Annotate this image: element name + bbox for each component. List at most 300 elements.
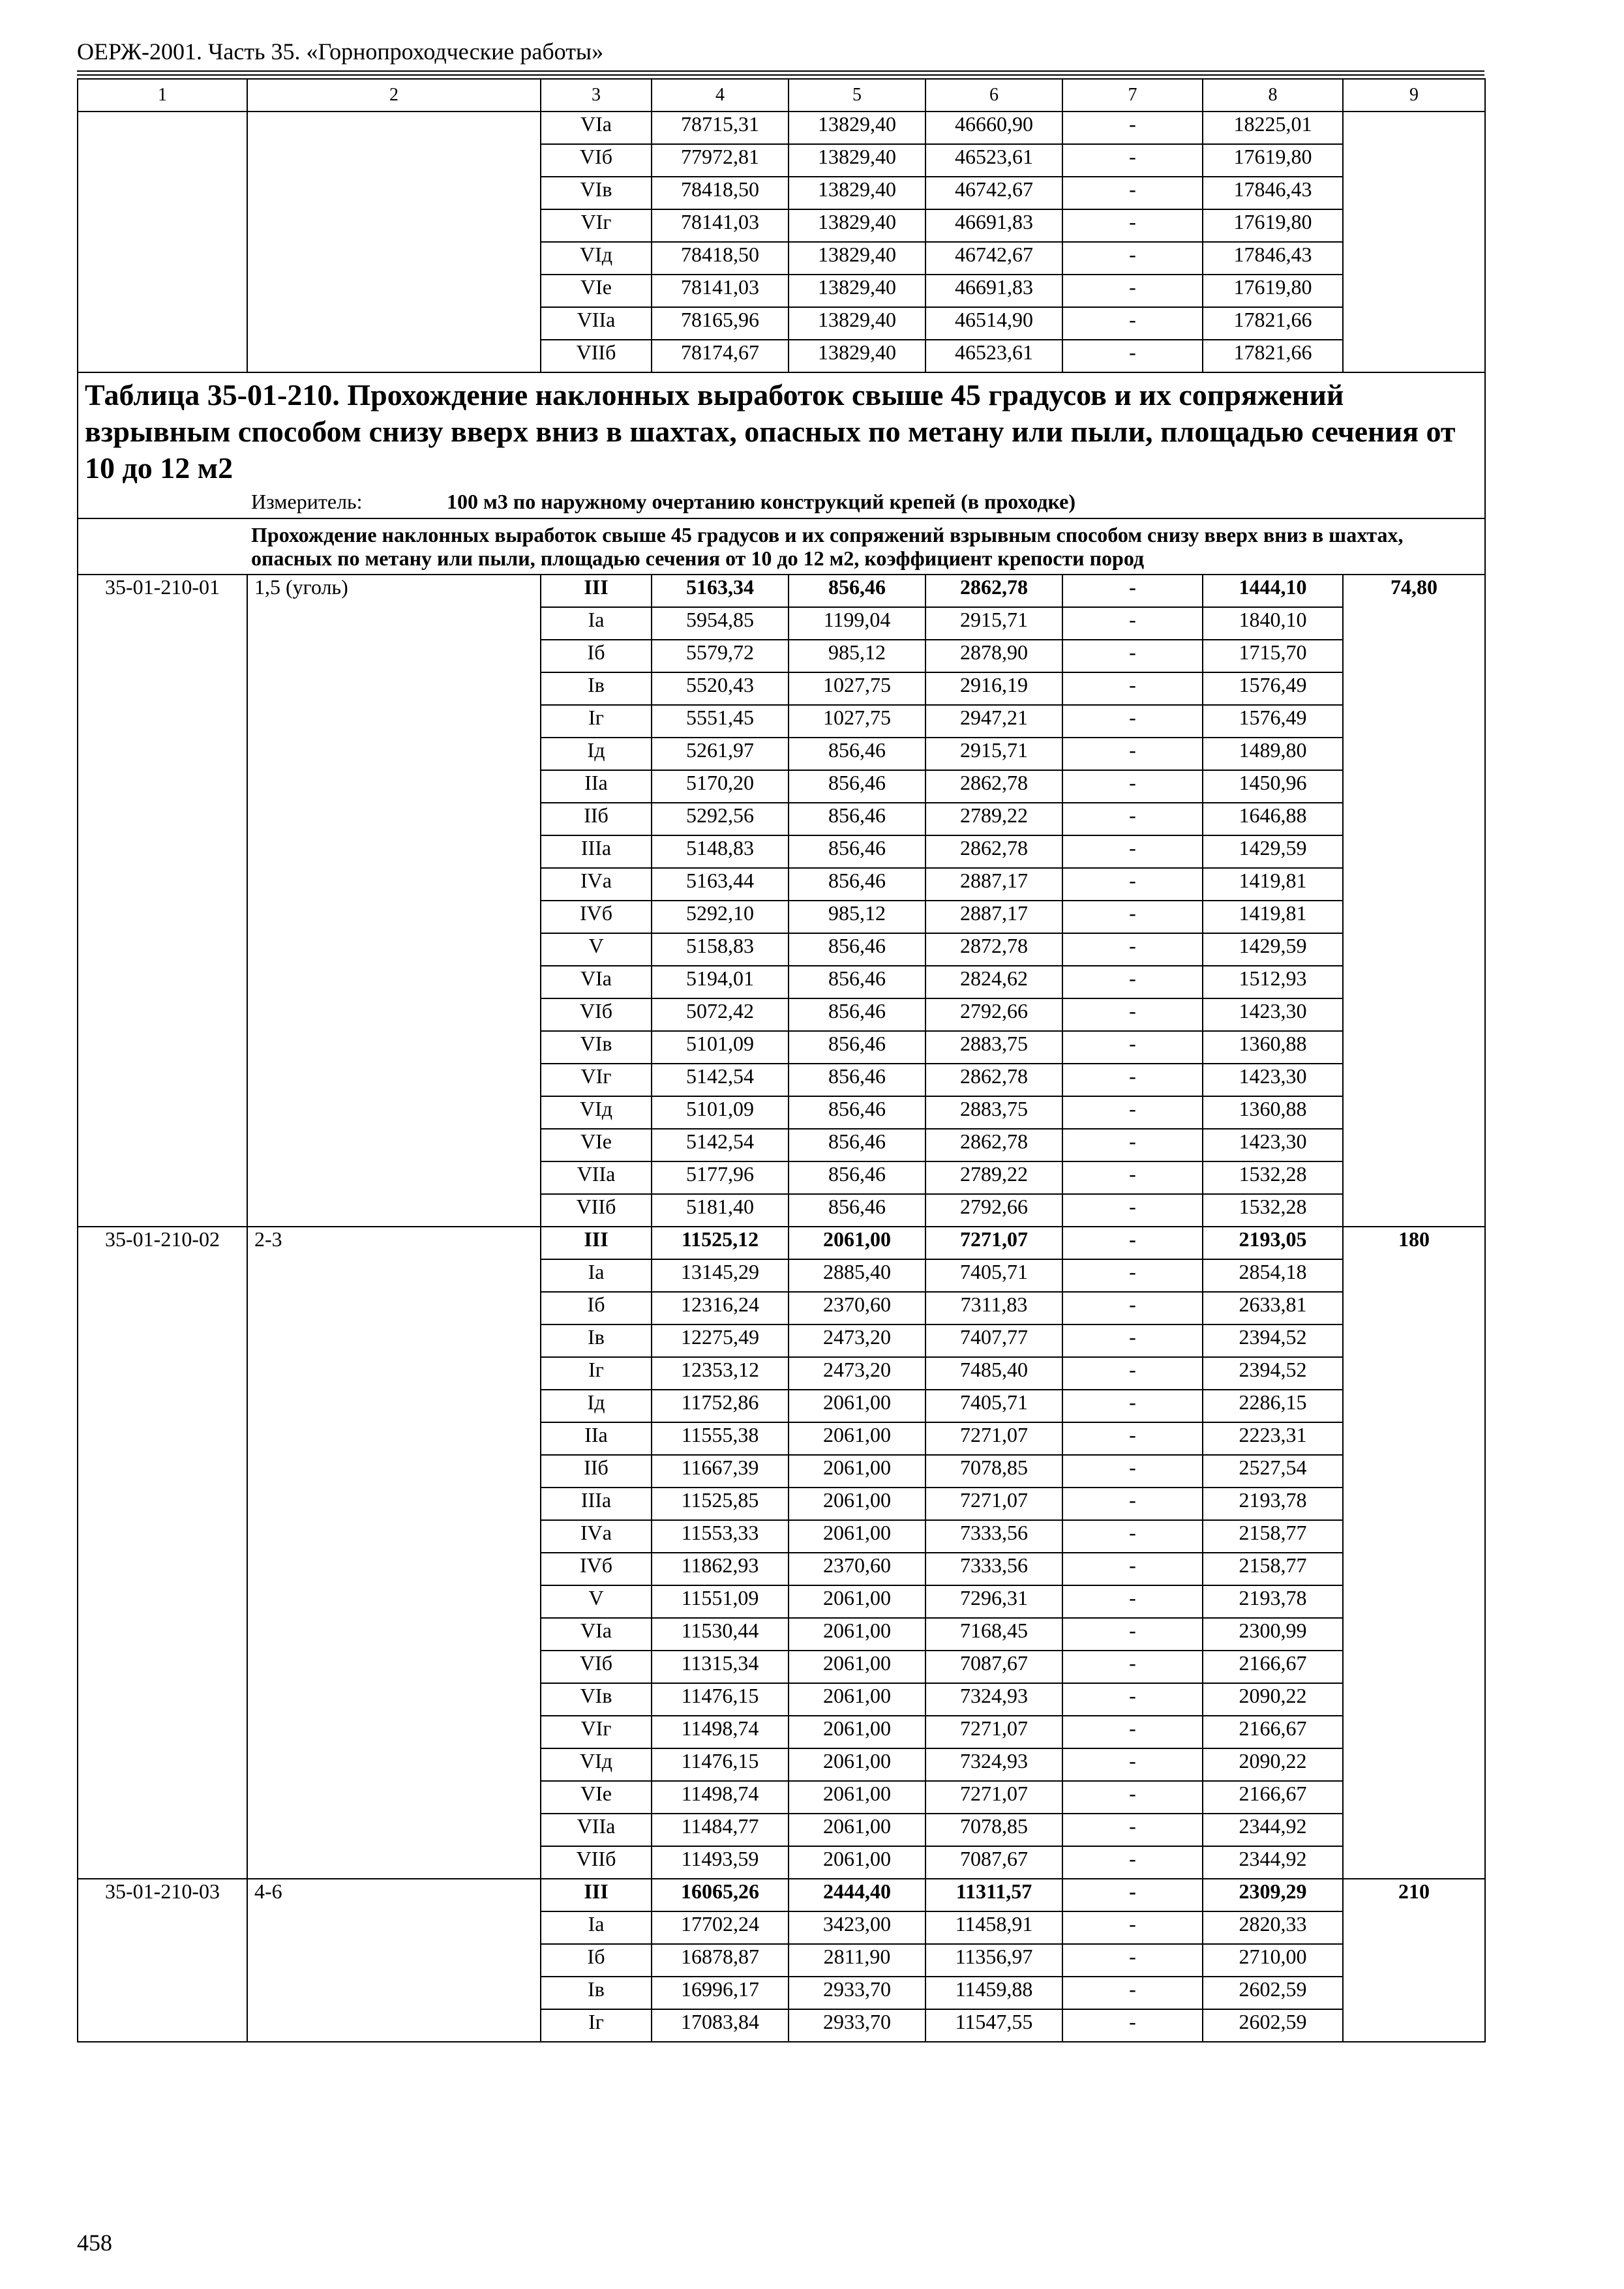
value-cell: 17846,43: [1203, 242, 1343, 275]
value-cell: 856,46: [789, 868, 925, 901]
value-cell: -: [1062, 933, 1203, 966]
code-cell: 35-01-210-02: [78, 1227, 247, 1879]
description-cell: 4-6: [247, 1879, 541, 2042]
value-cell: Iг: [541, 1357, 652, 1390]
value-cell: -: [1062, 966, 1203, 998]
table-title: Таблица 35-01-210. Прохождение наклонных выработок свыше 45 градусов и их сопряжений взрывным способом снизу вверх вниз в шахтах, опасных по метану или пыли, площадью сечения от 10 до 12 м2: [85, 378, 1456, 485]
value-cell: VIIа: [541, 307, 652, 340]
value-cell: 985,12: [789, 640, 925, 672]
value-cell: 2344,92: [1203, 1846, 1343, 1879]
value-cell: 7271,07: [925, 1488, 1062, 1520]
value-cell: 2887,17: [925, 868, 1062, 901]
value-cell: 46523,61: [925, 144, 1062, 177]
value-cell: IIб: [541, 803, 652, 835]
value-cell: 2862,78: [925, 835, 1062, 868]
value-cell: 17846,43: [1203, 177, 1343, 209]
column-number: 9: [1343, 79, 1485, 112]
value-cell: 13829,40: [789, 144, 925, 177]
value-cell: 2872,78: [925, 933, 1062, 966]
value-cell: -: [1062, 144, 1203, 177]
value-cell: 5551,45: [652, 705, 789, 738]
value-cell: VIе: [541, 275, 652, 307]
table-title-cell: [78, 372, 1485, 518]
value-cell: 2789,22: [925, 1161, 1062, 1194]
value-cell: 856,46: [789, 998, 925, 1031]
value-cell: -: [1062, 1716, 1203, 1748]
value-cell: Iа: [541, 607, 652, 640]
value-cell: 78165,96: [652, 307, 789, 340]
header-rule: [77, 74, 1484, 76]
value-cell: 856,46: [789, 1096, 925, 1129]
value-cell: 1840,10: [1203, 607, 1343, 640]
value-cell: 2061,00: [789, 1748, 925, 1781]
value-cell: 7078,85: [925, 1455, 1062, 1488]
value-cell: VIа: [541, 112, 652, 144]
value-cell: -: [1062, 1553, 1203, 1585]
value-cell: 2824,62: [925, 966, 1062, 998]
value-cell: 11476,15: [652, 1683, 789, 1716]
value-cell: VIе: [541, 1781, 652, 1814]
value-cell: 7296,31: [925, 1585, 1062, 1618]
value-cell: 7485,40: [925, 1357, 1062, 1390]
value-cell: VIб: [541, 144, 652, 177]
value-cell: 5142,54: [652, 1064, 789, 1096]
value-cell: -: [1062, 1129, 1203, 1161]
value-cell: -: [1062, 1390, 1203, 1422]
value-cell: 2862,78: [925, 575, 1062, 607]
value-cell: -: [1062, 1748, 1203, 1781]
value-cell: -: [1062, 275, 1203, 307]
value-cell: 11553,33: [652, 1520, 789, 1553]
value-cell: 1419,81: [1203, 868, 1343, 901]
value-cell: -: [1062, 1977, 1203, 2009]
value-cell: -: [1062, 1357, 1203, 1390]
value-cell: 1360,88: [1203, 1096, 1343, 1129]
value-cell: VIд: [541, 1748, 652, 1781]
value-cell: -: [1062, 1422, 1203, 1455]
value-cell: Iв: [541, 672, 652, 705]
value-cell: Iб: [541, 1944, 652, 1977]
value-cell: IVб: [541, 1553, 652, 1585]
value-cell: 2061,00: [789, 1618, 925, 1651]
value-cell: 2061,00: [789, 1455, 925, 1488]
value-cell: 77972,81: [652, 144, 789, 177]
value-cell: 2933,70: [789, 2009, 925, 2042]
value-cell: Iв: [541, 1977, 652, 2009]
value-cell: III: [541, 575, 652, 607]
value-cell: 2862,78: [925, 1064, 1062, 1096]
value-cell: 11476,15: [652, 1748, 789, 1781]
value-cell: 13829,40: [789, 242, 925, 275]
value-cell: 5163,34: [652, 575, 789, 607]
value-cell: 5292,56: [652, 803, 789, 835]
value-cell: 1199,04: [789, 607, 925, 640]
value-cell: Iа: [541, 1259, 652, 1292]
value-cell: 17821,66: [1203, 307, 1343, 340]
value-cell: 78418,50: [652, 177, 789, 209]
value-cell: -: [1062, 340, 1203, 372]
value-cell: -: [1062, 1227, 1203, 1259]
value-cell: 856,46: [789, 738, 925, 770]
value-cell: 7078,85: [925, 1814, 1062, 1846]
value-cell: Iа: [541, 1911, 652, 1944]
value-cell: 2061,00: [789, 1390, 925, 1422]
value-cell: -: [1062, 1781, 1203, 1814]
value-cell: V: [541, 933, 652, 966]
description-cell: 1,5 (уголь): [247, 575, 541, 1227]
value-cell: 2193,05: [1203, 1227, 1343, 1259]
value-cell: 17083,84: [652, 2009, 789, 2042]
value-cell: 46691,83: [925, 209, 1062, 242]
value-cell: Iв: [541, 1324, 652, 1357]
value-cell: 2061,00: [789, 1227, 925, 1259]
value-cell: Iг: [541, 705, 652, 738]
value-cell: 11459,88: [925, 1977, 1062, 2009]
value-cell: -: [1062, 1455, 1203, 1488]
value-cell: 5261,97: [652, 738, 789, 770]
value-cell: 78715,31: [652, 112, 789, 144]
column-number: 4: [652, 79, 789, 112]
value-cell: 2811,90: [789, 1944, 925, 1977]
value-cell: -: [1062, 242, 1203, 275]
value-cell: 11667,39: [652, 1455, 789, 1488]
value-cell: 13829,40: [789, 177, 925, 209]
value-cell: -: [1062, 1520, 1203, 1553]
value-cell: 5292,10: [652, 901, 789, 933]
value-cell: -: [1062, 640, 1203, 672]
column-number: 1: [78, 79, 247, 112]
value-cell: 13829,40: [789, 307, 925, 340]
value-cell: 856,46: [789, 1129, 925, 1161]
value-cell: VIIа: [541, 1161, 652, 1194]
value-cell: 856,46: [789, 1194, 925, 1227]
value-cell: 2527,54: [1203, 1455, 1343, 1488]
value-cell: V: [541, 1585, 652, 1618]
value-cell: 5170,20: [652, 770, 789, 803]
column-number: 8: [1203, 79, 1343, 112]
value-cell: -: [1062, 177, 1203, 209]
value-cell: 2158,77: [1203, 1553, 1343, 1585]
value-cell: 2061,00: [789, 1422, 925, 1455]
table-title-row: [78, 372, 1485, 518]
column-number: 2: [247, 79, 541, 112]
value-cell: 1423,30: [1203, 998, 1343, 1031]
value-cell: -: [1062, 1259, 1203, 1292]
value-cell: 2061,00: [789, 1781, 925, 1814]
value-cell: 11525,85: [652, 1488, 789, 1520]
value-cell: VIб: [541, 1651, 652, 1683]
value-cell: VIIа: [541, 1814, 652, 1846]
section-description: Прохождение наклонных выработок свыше 45 градусов и их сопряжений взрывным способом снизу вверх вниз в шахтах, опасных по метану или пыли, площадью сечения от 10 до 12 м2, коэффициент крепости пород: [251, 523, 1404, 570]
value-cell: 17619,80: [1203, 144, 1343, 177]
value-cell: 7311,83: [925, 1292, 1062, 1324]
value-cell: 2300,99: [1203, 1618, 1343, 1651]
value-cell: 7271,07: [925, 1422, 1062, 1455]
meter-line: [85, 489, 1478, 514]
value-cell: 1419,81: [1203, 901, 1343, 933]
value-cell: 2090,22: [1203, 1748, 1343, 1781]
col9-cell: 210: [1343, 1879, 1485, 2042]
value-cell: 7168,45: [925, 1618, 1062, 1651]
value-cell: 7087,67: [925, 1651, 1062, 1683]
column-number: 3: [541, 79, 652, 112]
value-cell: 1027,75: [789, 672, 925, 705]
value-cell: 1576,49: [1203, 672, 1343, 705]
value-cell: 13829,40: [789, 209, 925, 242]
value-cell: IVа: [541, 1520, 652, 1553]
value-cell: 2061,00: [789, 1814, 925, 1846]
value-cell: -: [1062, 1488, 1203, 1520]
value-cell: 2193,78: [1203, 1488, 1343, 1520]
value-cell: 1027,75: [789, 705, 925, 738]
value-cell: 1532,28: [1203, 1161, 1343, 1194]
value-cell: 856,46: [789, 933, 925, 966]
value-cell: Iг: [541, 2009, 652, 2042]
value-cell: 12275,49: [652, 1324, 789, 1357]
value-cell: 5579,72: [652, 640, 789, 672]
value-cell: 46742,67: [925, 177, 1062, 209]
value-cell: -: [1062, 307, 1203, 340]
value-cell: 78141,03: [652, 209, 789, 242]
value-cell: 2883,75: [925, 1031, 1062, 1064]
value-cell: -: [1062, 112, 1203, 144]
code-cell: 35-01-210-01: [78, 575, 247, 1227]
value-cell: 7324,93: [925, 1683, 1062, 1716]
value-cell: 5954,85: [652, 607, 789, 640]
value-cell: IIа: [541, 770, 652, 803]
value-cell: -: [1062, 1944, 1203, 1977]
value-cell: 78141,03: [652, 275, 789, 307]
value-cell: 11498,74: [652, 1781, 789, 1814]
value-cell: -: [1062, 1618, 1203, 1651]
value-cell: 856,46: [789, 1161, 925, 1194]
value-cell: VIIб: [541, 340, 652, 372]
value-cell: 5142,54: [652, 1129, 789, 1161]
value-cell: 17702,24: [652, 1911, 789, 1944]
value-cell: 5072,42: [652, 998, 789, 1031]
value-cell: 78174,67: [652, 340, 789, 372]
value-cell: 5520,43: [652, 672, 789, 705]
table-row: [78, 575, 1485, 607]
value-cell: 7405,71: [925, 1259, 1062, 1292]
value-cell: 2166,67: [1203, 1781, 1343, 1814]
meter-value: 100 м3 по наружному очертанию конструкций крепей (в проходке): [447, 490, 1076, 513]
value-cell: 11530,44: [652, 1618, 789, 1651]
value-cell: IIIа: [541, 1488, 652, 1520]
value-cell: 2885,40: [789, 1259, 925, 1292]
value-cell: -: [1062, 1161, 1203, 1194]
value-cell: -: [1062, 209, 1203, 242]
value-cell: 2394,52: [1203, 1357, 1343, 1390]
value-cell: -: [1062, 1814, 1203, 1846]
value-cell: 5177,96: [652, 1161, 789, 1194]
value-cell: 7333,56: [925, 1520, 1062, 1553]
value-cell: 13145,29: [652, 1259, 789, 1292]
value-cell: 12353,12: [652, 1357, 789, 1390]
value-cell: VIа: [541, 966, 652, 998]
value-cell: 2602,59: [1203, 1977, 1343, 2009]
column-number: 5: [789, 79, 925, 112]
value-cell: IVб: [541, 901, 652, 933]
value-cell: -: [1062, 770, 1203, 803]
value-cell: 5194,01: [652, 966, 789, 998]
value-cell: -: [1062, 1096, 1203, 1129]
value-cell: 2394,52: [1203, 1324, 1343, 1357]
value-cell: 1423,30: [1203, 1064, 1343, 1096]
value-cell: 1646,88: [1203, 803, 1343, 835]
value-cell: IVа: [541, 868, 652, 901]
value-cell: 46660,90: [925, 112, 1062, 144]
value-cell: -: [1062, 575, 1203, 607]
value-cell: 2061,00: [789, 1520, 925, 1553]
value-cell: 2916,19: [925, 672, 1062, 705]
value-cell: 5158,83: [652, 933, 789, 966]
value-cell: VIг: [541, 1716, 652, 1748]
value-cell: 17821,66: [1203, 340, 1343, 372]
value-cell: 5101,09: [652, 1096, 789, 1129]
value-cell: 13829,40: [789, 340, 925, 372]
value-cell: 856,46: [789, 1031, 925, 1064]
value-cell: 11311,57: [925, 1879, 1062, 1911]
value-cell: 2947,21: [925, 705, 1062, 738]
value-cell: 2878,90: [925, 640, 1062, 672]
value-cell: 856,46: [789, 966, 925, 998]
value-cell: 7271,07: [925, 1781, 1062, 1814]
value-cell: 2915,71: [925, 738, 1062, 770]
value-cell: III: [541, 1879, 652, 1911]
value-cell: -: [1062, 705, 1203, 738]
description-cell: [247, 112, 541, 372]
value-cell: -: [1062, 901, 1203, 933]
column-number: 7: [1062, 79, 1203, 112]
value-cell: 2309,29: [1203, 1879, 1343, 1911]
value-cell: 2915,71: [925, 607, 1062, 640]
value-cell: 1576,49: [1203, 705, 1343, 738]
col9-cell: [1343, 112, 1485, 372]
value-cell: III: [541, 1227, 652, 1259]
value-cell: -: [1062, 1683, 1203, 1716]
table-row: [78, 1227, 1485, 1259]
value-cell: 1532,28: [1203, 1194, 1343, 1227]
value-cell: 7333,56: [925, 1553, 1062, 1585]
value-cell: 2444,40: [789, 1879, 925, 1911]
value-cell: VIе: [541, 1129, 652, 1161]
value-cell: 16878,87: [652, 1944, 789, 1977]
value-cell: VIб: [541, 998, 652, 1031]
value-cell: 5148,83: [652, 835, 789, 868]
value-cell: -: [1062, 868, 1203, 901]
value-cell: 2193,78: [1203, 1585, 1343, 1618]
value-cell: VIд: [541, 242, 652, 275]
value-cell: VIв: [541, 177, 652, 209]
value-cell: 7407,77: [925, 1324, 1062, 1357]
value-cell: 2344,92: [1203, 1814, 1343, 1846]
value-cell: -: [1062, 998, 1203, 1031]
value-cell: 985,12: [789, 901, 925, 933]
value-cell: Iд: [541, 1390, 652, 1422]
value-cell: 2061,00: [789, 1716, 925, 1748]
value-cell: -: [1062, 1194, 1203, 1227]
value-cell: 17619,80: [1203, 275, 1343, 307]
value-cell: Iб: [541, 640, 652, 672]
header-rule: [77, 70, 1484, 72]
value-cell: 16065,26: [652, 1879, 789, 1911]
value-cell: 11752,86: [652, 1390, 789, 1422]
value-cell: 11547,55: [925, 2009, 1062, 2042]
value-cell: -: [1062, 1292, 1203, 1324]
value-cell: 2792,66: [925, 1194, 1062, 1227]
value-cell: -: [1062, 1911, 1203, 1944]
value-cell: 11356,97: [925, 1944, 1062, 1977]
value-cell: 2883,75: [925, 1096, 1062, 1129]
value-cell: 7324,93: [925, 1748, 1062, 1781]
value-cell: 2061,00: [789, 1651, 925, 1683]
value-cell: 2820,33: [1203, 1911, 1343, 1944]
value-cell: 1450,96: [1203, 770, 1343, 803]
value-cell: -: [1062, 1651, 1203, 1683]
value-cell: 856,46: [789, 835, 925, 868]
value-cell: -: [1062, 835, 1203, 868]
value-cell: 11551,09: [652, 1585, 789, 1618]
value-cell: 2166,67: [1203, 1651, 1343, 1683]
value-cell: 78418,50: [652, 242, 789, 275]
value-cell: VIв: [541, 1031, 652, 1064]
value-cell: 11458,91: [925, 1911, 1062, 1944]
value-cell: 1429,59: [1203, 835, 1343, 868]
value-cell: -: [1062, 1879, 1203, 1911]
value-cell: 11493,59: [652, 1846, 789, 1879]
value-cell: Iб: [541, 1292, 652, 1324]
value-cell: 1512,93: [1203, 966, 1343, 998]
description-cell: 2-3: [247, 1227, 541, 1879]
value-cell: 2166,67: [1203, 1716, 1343, 1748]
value-cell: 18225,01: [1203, 112, 1343, 144]
value-cell: 11498,74: [652, 1716, 789, 1748]
value-cell: 2061,00: [789, 1683, 925, 1716]
value-cell: 11525,12: [652, 1227, 789, 1259]
value-cell: 1360,88: [1203, 1031, 1343, 1064]
value-cell: 2473,20: [789, 1357, 925, 1390]
value-cell: 2370,60: [789, 1553, 925, 1585]
value-cell: 1489,80: [1203, 738, 1343, 770]
value-cell: 2862,78: [925, 770, 1062, 803]
value-cell: 13829,40: [789, 112, 925, 144]
value-cell: -: [1062, 607, 1203, 640]
value-cell: 3423,00: [789, 1911, 925, 1944]
value-cell: 5101,09: [652, 1031, 789, 1064]
value-cell: 2286,15: [1203, 1390, 1343, 1422]
value-cell: 7271,07: [925, 1227, 1062, 1259]
value-cell: 2158,77: [1203, 1520, 1343, 1553]
value-cell: VIа: [541, 1618, 652, 1651]
value-cell: VIIб: [541, 1194, 652, 1227]
value-cell: 13829,40: [789, 275, 925, 307]
value-cell: -: [1062, 803, 1203, 835]
value-cell: -: [1062, 1031, 1203, 1064]
value-cell: 2887,17: [925, 901, 1062, 933]
value-cell: -: [1062, 738, 1203, 770]
value-cell: 1423,30: [1203, 1129, 1343, 1161]
value-cell: 856,46: [789, 770, 925, 803]
value-cell: VIд: [541, 1096, 652, 1129]
value-cell: 12316,24: [652, 1292, 789, 1324]
value-cell: VIг: [541, 1064, 652, 1096]
value-cell: 2792,66: [925, 998, 1062, 1031]
value-cell: 46514,90: [925, 307, 1062, 340]
column-number-row: [78, 79, 1485, 112]
value-cell: VIIб: [541, 1846, 652, 1879]
value-cell: 2602,59: [1203, 2009, 1343, 2042]
